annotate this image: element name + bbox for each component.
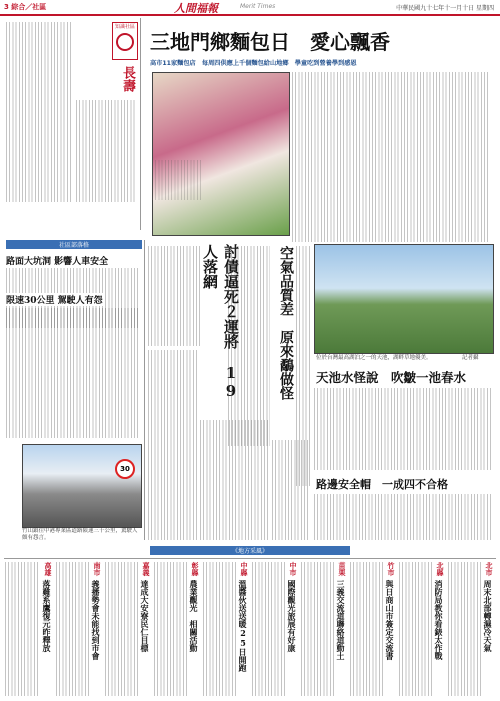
local-region: 竹市 xyxy=(387,562,395,576)
local-text xyxy=(154,562,188,696)
issue-date: 中華民國九十七年十一月十日 星期四 xyxy=(396,5,494,12)
page-section-label: 3 綜合／社區 xyxy=(4,3,47,11)
blog-headline-1: 路面大坑洞 影響人車安全 xyxy=(6,257,109,267)
debt-story-text xyxy=(228,246,270,446)
local-region: 嘉義 xyxy=(142,562,150,576)
local-region: 北市 xyxy=(485,562,493,576)
lake-photo-credit: 記者攝 xyxy=(462,355,479,361)
local-text xyxy=(252,562,286,696)
local-region: 南市 xyxy=(93,562,101,576)
newspaper-logo: 人間福報 xyxy=(174,2,218,15)
local-headline: 消防局教你看錶太作戰 xyxy=(434,580,444,660)
lake-photo-caption: 位於台灣最高湖泊之一的天池，湖畔草地優美。 xyxy=(316,355,432,361)
top-story-headline: 三地門鄉麵包日 愛心飄香 xyxy=(150,30,390,54)
speed-limit-sign: 30 xyxy=(115,459,135,479)
local-headline: 達成大安寮民仁目標 xyxy=(140,580,150,652)
local-text xyxy=(350,562,384,696)
debt-story-text-left xyxy=(148,246,200,346)
blog-headline-2: 限速30公里 駕駛人有怨 xyxy=(6,293,103,306)
local-column xyxy=(56,562,104,696)
local-text xyxy=(203,562,237,696)
local-column xyxy=(399,562,447,696)
top-story-subheadline: 高市11家麵包店 每周四供應上千個麵包給山地鄉 學童吃到營養學到感恩 xyxy=(150,60,357,67)
left-essay-text-2 xyxy=(76,100,136,202)
column-icon xyxy=(116,33,134,51)
local-column xyxy=(252,562,300,696)
local-headline: 與日商山市簽定交流書 xyxy=(385,580,395,660)
newspaper-logo-en: Merit Times xyxy=(240,3,276,10)
column-tag-box xyxy=(112,22,138,60)
blog-photo-caption: 竹山鎮往中港專業區道路限速三十公里，駕駛人頗有怨言。 xyxy=(22,528,138,541)
local-column xyxy=(301,562,349,696)
column-divider xyxy=(140,18,141,230)
local-text xyxy=(56,562,90,696)
air-story-headline: 空氣品質差 原來鷸做怪 xyxy=(278,246,294,400)
debt-story-text-bottom xyxy=(148,350,198,540)
top-story-photo xyxy=(152,72,290,236)
local-headline: 國際觀光旅展有好康 xyxy=(287,580,297,652)
local-headline: 農業觀光 相關活動 xyxy=(189,580,199,652)
column-tag: 知識社區 xyxy=(114,24,135,30)
local-text xyxy=(301,562,335,696)
local-headline: 周末北部轉濕冷天氣 xyxy=(483,580,493,652)
bottom-columns xyxy=(4,562,496,696)
helmet-story-headline: 路邊安全帽 一成四不合格 xyxy=(316,478,448,491)
local-headline: 落難系鷹復元昨釋放 xyxy=(42,580,52,652)
local-region: 高雄 xyxy=(44,562,52,576)
local-region: 苗栗 xyxy=(338,562,346,576)
local-column xyxy=(105,562,153,696)
column-title: 長壽 xyxy=(120,66,135,92)
local-headline: 義播勢會未能找到市會 xyxy=(91,580,101,660)
local-column xyxy=(154,562,202,696)
local-text xyxy=(448,562,482,696)
debt-story-text-bottom-2 xyxy=(200,420,270,540)
local-column xyxy=(350,562,398,696)
local-text xyxy=(105,562,139,696)
lake-story-text xyxy=(314,388,492,470)
local-headline: 溫醬伙送送暖25日開跑 xyxy=(238,580,248,672)
blog-text-2 xyxy=(6,308,140,438)
column-divider-2 xyxy=(144,240,145,540)
local-column xyxy=(5,562,55,696)
lake-photo xyxy=(314,244,494,354)
local-news-banner: 《地方采風》 xyxy=(150,546,350,555)
debt-story-headline: 討債逼死２運將 19人落網 xyxy=(201,244,240,400)
top-story-photo-caption xyxy=(152,160,202,200)
local-column xyxy=(203,562,251,696)
local-region: 北縣 xyxy=(436,562,444,576)
blog-banner: 社區部落格 xyxy=(6,240,142,249)
local-region: 中市 xyxy=(289,562,297,576)
lake-story-headline: 天池水怪說 吹皺一池春水 xyxy=(316,370,467,385)
top-story-text xyxy=(292,72,490,242)
blog-road-photo xyxy=(22,444,142,528)
local-text xyxy=(5,562,39,696)
helmet-story-text-left xyxy=(272,440,310,540)
local-region: 彰縣 xyxy=(191,562,199,576)
local-region: 中縣 xyxy=(240,562,248,576)
left-essay-text xyxy=(6,22,72,202)
local-text xyxy=(399,562,433,696)
local-headline: 三義交流道聯絡道動土 xyxy=(336,580,346,660)
bottom-rule xyxy=(4,558,496,559)
helmet-story-text xyxy=(314,494,492,540)
local-column xyxy=(448,562,496,696)
